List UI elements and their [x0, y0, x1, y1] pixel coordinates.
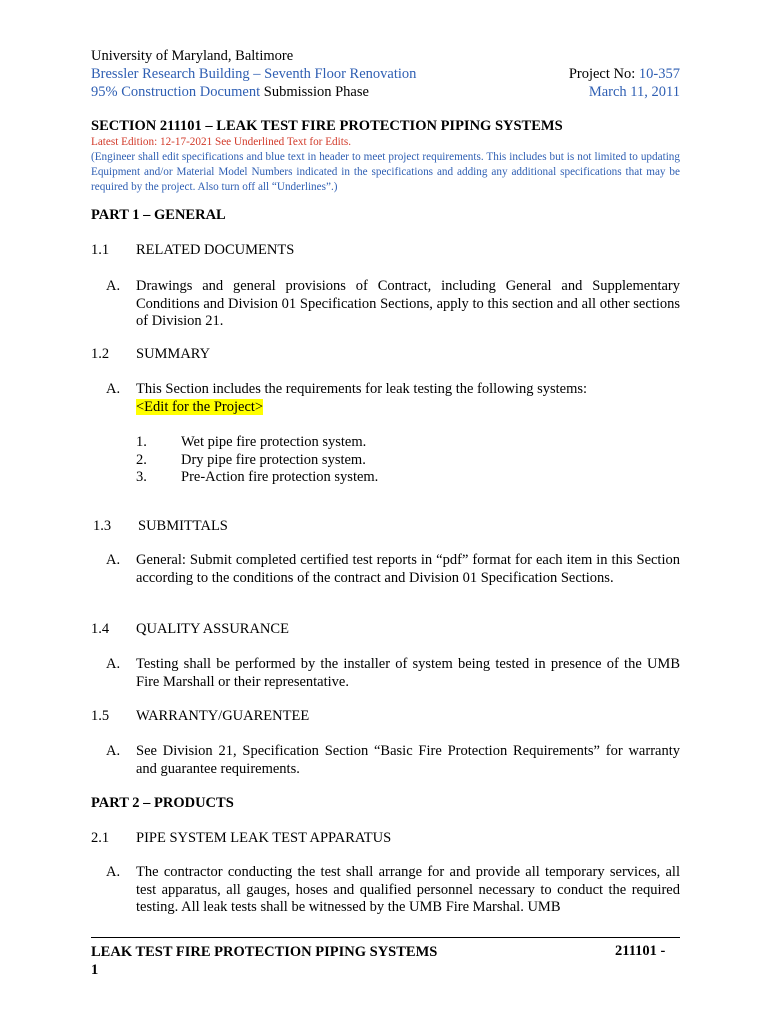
footer-page-number: 1: [91, 962, 99, 978]
article-title: SUBMITTALS: [138, 518, 228, 534]
article-2-1: [91, 830, 391, 847]
list-item: [136, 469, 378, 487]
document-header: [91, 47, 416, 101]
paragraph-label: A.: [106, 743, 121, 759]
list-text: Wet pipe fire protection system.: [181, 434, 367, 450]
list-item: [136, 452, 378, 470]
list-number: 1.: [136, 434, 147, 450]
article-1-5: [91, 708, 309, 725]
project-number-label: Project No:: [568, 66, 639, 82]
phase-label: Submission Phase: [260, 84, 369, 100]
project-number-line: [569, 65, 680, 83]
list-item: [136, 434, 378, 452]
article-title: SUMMARY: [136, 346, 211, 362]
document-date: March 11, 2011: [588, 84, 680, 100]
project-number: 10-357: [638, 66, 680, 82]
list-number: 3.: [136, 469, 147, 485]
article-1-4: [91, 621, 289, 638]
paragraph-label: A.: [106, 656, 121, 672]
part-2-heading: PART 2 – PRODUCTS: [91, 795, 234, 811]
systems-list: [136, 434, 378, 487]
article-title: PIPE SYSTEM LEAK TEST APPARATUS: [136, 830, 392, 846]
paragraph-text: General: Submit completed certified test reports in “pdf” format for each item in this Section according to the conditions of the contract and Division 01 Specification Sections.: [136, 552, 680, 586]
paragraph-text: See Division 21, Specification Section “Basic Fire Protection Requirements” for warranty and guarantee requirements.: [136, 743, 680, 777]
paragraph-text: Drawings and general provisions of Contract, including General and Supplementary Conditions and Division 01 Specification Sections, apply to this section and all other sections of Division 21.: [136, 278, 680, 329]
project-info: [569, 65, 680, 101]
article-number: 1.2: [91, 346, 110, 362]
paragraph-text: Testing shall be performed by the installer of system being tested in presence of the UMB Fire Marshall or their representative.: [136, 656, 680, 690]
list-text: Pre-Action fire protection system.: [181, 469, 379, 485]
paragraph-text: [136, 381, 680, 416]
editor-notes: [91, 135, 680, 195]
footer-title: [91, 943, 437, 979]
article-number: 1.3: [93, 518, 112, 534]
paragraph-text: The contractor conducting the test shall arrange for and provide all temporary services, all test apparatus, all gauges, hoses and qualified personnel necessary to conduct the required testing. All leak tests shall be witnessed by the UMB Fire Marshal. UMB: [136, 864, 680, 915]
paragraph-1-1-a: [106, 278, 680, 331]
paragraph-1-2-a: [106, 381, 680, 416]
article-number: 1.5: [91, 708, 110, 724]
paragraph-1-3-a: [106, 552, 680, 587]
summary-text: This Section includes the requirements for leak testing the following systems:: [136, 381, 588, 397]
paragraph-2-1-a: [106, 864, 680, 917]
paragraph-1-5-a: [106, 743, 680, 778]
article-title: RELATED DOCUMENTS: [136, 242, 295, 258]
paragraph-label: A.: [106, 864, 121, 880]
article-1-2: [91, 346, 210, 363]
paragraph-label: A.: [106, 278, 121, 294]
article-title: WARRANTY/GUARENTEE: [136, 708, 310, 724]
engineer-note: (Engineer shall edit specifications and blue text in header to meet project requirements. This includes but is not limited to updating Equipment and/or Material Model Numbers indicated in the specifications and adding any additional specifications that may be required by the project. Also turn off all “Underlines”.): [91, 151, 680, 193]
footer-divider: [91, 937, 680, 938]
submission-phase: [91, 83, 416, 101]
article-title: QUALITY ASSURANCE: [136, 621, 289, 637]
project-name: Bressler Research Building – Seventh Floor Renovation: [91, 66, 417, 82]
footer-section-title: LEAK TEST FIRE PROTECTION PIPING SYSTEMS: [91, 944, 438, 960]
list-number: 2.: [136, 451, 147, 468]
phase-percent: 95% Construction Document: [91, 84, 261, 100]
paragraph-label: A.: [106, 552, 121, 568]
article-number: 2.1: [91, 830, 110, 846]
article-1-1: [91, 242, 294, 259]
institution-name: University of Maryland, Baltimore: [91, 48, 294, 64]
article-number: 1.1: [91, 242, 110, 258]
edit-for-project-highlight: <Edit for the Project>: [136, 398, 264, 415]
part-1-heading: PART 1 – GENERAL: [91, 207, 226, 223]
article-number: 1.4: [91, 621, 110, 637]
section-title: SECTION 211101 – LEAK TEST FIRE PROTECTION PIPING SYSTEMS: [91, 118, 563, 134]
list-text: Dry pipe fire protection system.: [181, 451, 366, 468]
edition-note: Latest Edition: 12-17-2021 See Underlined Text for Edits.: [91, 136, 351, 148]
article-1-3: [93, 518, 228, 535]
paragraph-1-4-a: [106, 656, 680, 691]
footer-section-ref: 211101 -: [615, 943, 666, 959]
paragraph-label: A.: [106, 381, 121, 397]
